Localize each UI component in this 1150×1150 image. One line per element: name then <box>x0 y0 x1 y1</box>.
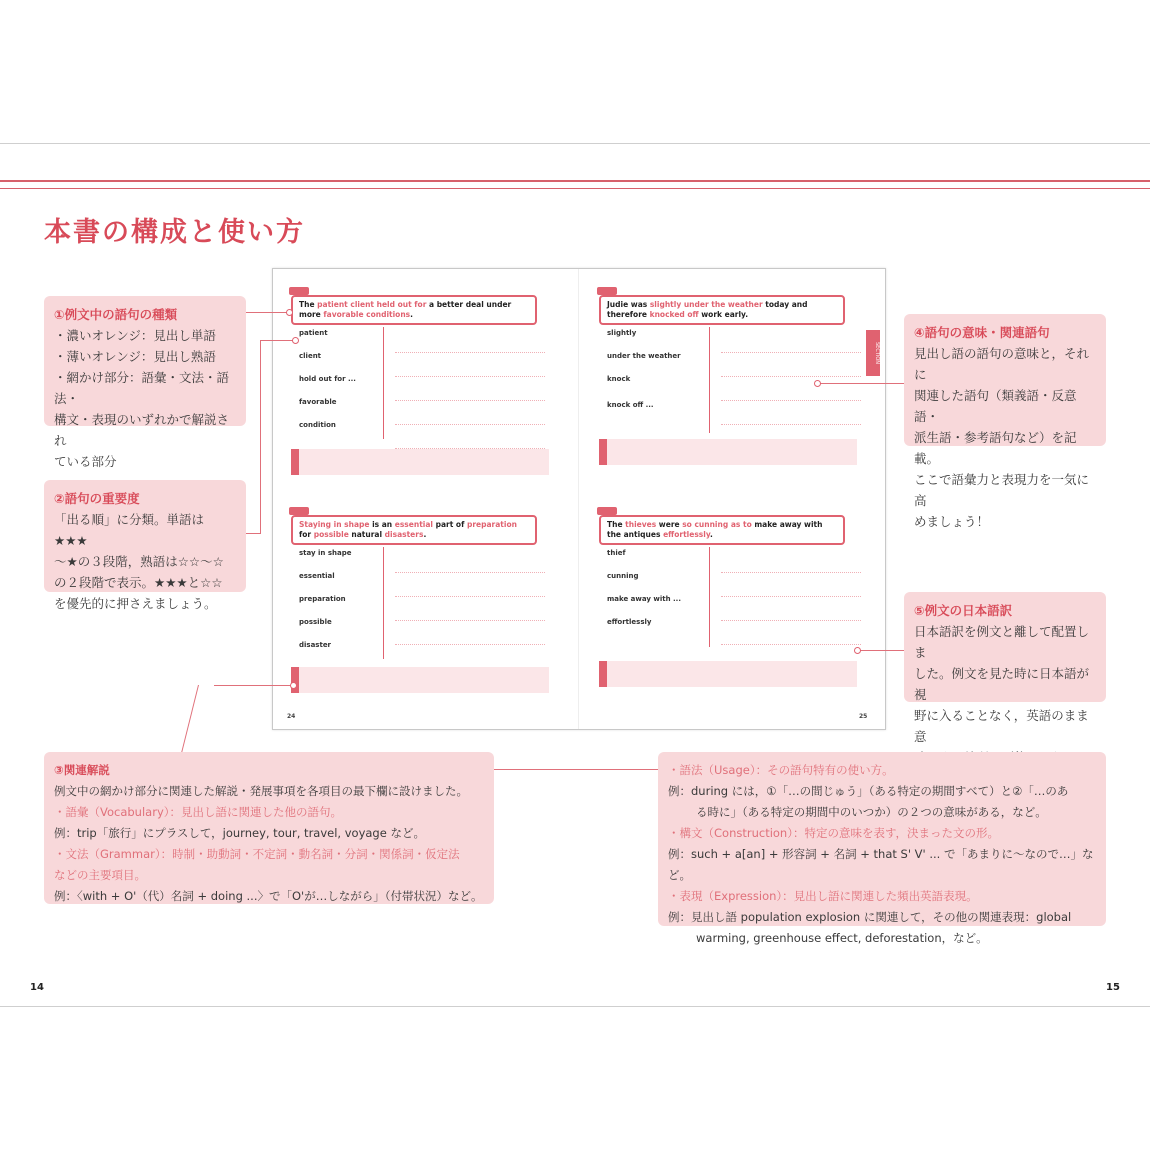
callout-related-notes <box>44 752 494 904</box>
callout-line: warming, greenhouse effect, deforestation，など。 <box>696 931 988 945</box>
leader-line-2v <box>260 340 261 534</box>
callout-phrase-types <box>44 296 246 469</box>
callout-line: ・語彙（Vocabulary）：見出し語に関連した他の語句。 <box>54 805 342 819</box>
callout-line: る時に」（ある特定の期間中のいつか）の２つの意味がある，など。 <box>696 805 1047 819</box>
leader-line-6 <box>494 769 658 770</box>
callout-line: ・語法（Usage）：その語句特有の使い方。 <box>668 763 894 777</box>
meaning-list-3 <box>395 549 545 669</box>
example-sentence-box-2: Judie was slightly under the weather today and therefore knocked off work early. <box>599 295 845 325</box>
section-side-tab: SECTION <box>866 330 880 376</box>
meaning-list-4 <box>721 549 861 645</box>
leader-dot-3 <box>290 682 297 689</box>
callout-line: ここで語彙力と表現力を一気に高 <box>914 472 1090 508</box>
meaning-list-1 <box>395 329 545 449</box>
callout-heading: ④語句の意味・関連語句 <box>914 325 1050 340</box>
meaning-list-2 <box>721 329 861 425</box>
right-page-number: 15 <box>1106 982 1120 993</box>
callout-line: 野に入ることなく，英語のまま意 <box>914 708 1089 744</box>
callout-line: ・網かけ部分：語彙・文法・語法・ <box>54 370 230 406</box>
column-divider <box>383 547 384 659</box>
callout-line: 例：such + a[an] + 形容詞 + 名詞 + that S' V' ... で「あまりに〜なので…」など。 <box>668 847 1094 882</box>
callout-line: ・文法（Grammar）：時制・助動詞・不定詞・動名詞・分詞・関係詞・仮定法 <box>54 847 460 861</box>
callout-heading: ①例文中の語句の種類 <box>54 307 178 322</box>
callout-line: 例：見出し語 population explosion に関連して，その他の関連表現：global <box>668 910 1072 924</box>
example-sentence-box-4: The thieves were so cunning as to make away with the antiques effortlessly. <box>599 515 845 545</box>
callout-line: ・濃いオレンジ：見出し単語 <box>54 328 216 343</box>
related-note-4 <box>599 661 857 687</box>
leader-line-3h <box>214 685 294 686</box>
callout-line: ・構文（Construction）：特定の意味を表す，決まった文の形。 <box>668 826 1000 840</box>
leader-dot-1 <box>286 309 293 316</box>
callout-usage-construction <box>658 752 1106 945</box>
sample-page-thumbnail <box>272 268 886 730</box>
entry-number-tab <box>289 287 309 295</box>
callout-line: 例文中の網かけ部分に関連した解説・発展事項を各項目の最下欄に設けました。 <box>54 784 468 798</box>
left-page-number: 14 <box>30 982 44 993</box>
thumbnail-right-page-number: 25 <box>859 713 868 720</box>
callout-line: ・薄いオレンジ：見出し熟語 <box>54 349 216 364</box>
callout-importance <box>44 480 246 611</box>
related-note-3 <box>291 667 549 693</box>
callout-line: 見出し語の語句の意味と，それに <box>914 346 1090 382</box>
callout-line: 例：〈with + O'（代）名詞 + doing ...〉で「O'が…しながら」（付帯状況）など。 <box>54 889 483 903</box>
leader-line-2h <box>260 340 296 341</box>
entry-number-tab <box>597 287 617 295</box>
example-sentence-box-3: Staying in shape is an essential part of preparation for possible natural disasters. <box>291 515 537 545</box>
column-divider <box>709 327 710 433</box>
example-sentence-box-1: The patient client held out for a better deal under more favorable conditions. <box>291 295 537 325</box>
callout-heading: ⑤例文の日本語訳 <box>914 603 1013 618</box>
headword-list-3: stay in shape essential preparation possible disaster <box>299 549 352 649</box>
headword-list-1: patient client hold out for ... favorable condition <box>299 329 356 429</box>
callout-line: 例：trip「旅行」にプラスして，journey, tour, travel, voyage など。 <box>54 826 425 840</box>
callout-line: などの主要項目。 <box>54 868 146 882</box>
header-rule-top <box>0 180 1150 182</box>
callout-line: ・表現（Expression）：見出し語に関連した頻出英語表現。 <box>668 889 978 903</box>
callout-line: 派生語・参考語句など）を記載。 <box>914 430 1077 466</box>
leader-dot-2 <box>292 337 299 344</box>
thumbnail-left-page-number: 24 <box>287 713 296 720</box>
callout-line: ている部分 <box>54 454 117 469</box>
callout-line: 関連した語句（類義語・反意語・ <box>914 388 1077 424</box>
header-rule-bottom <box>0 188 1150 189</box>
headword-list-2: slightly under the weather knock knock off ... <box>607 329 681 409</box>
leader-dot-5 <box>854 647 861 654</box>
leader-line-2 <box>246 533 260 534</box>
callout-line: めましょう！ <box>914 514 990 529</box>
headword-list-4: thief cunning make away with ... effortlessly <box>607 549 681 626</box>
callout-line: 日本語訳を例文と離して配置しま <box>914 624 1090 660</box>
thumbnail-gutter <box>578 269 579 729</box>
leader-line-5 <box>860 650 904 651</box>
leader-line-1 <box>246 312 290 313</box>
related-note-1 <box>291 449 549 475</box>
page-title: 本書の構成と使い方 <box>44 217 305 248</box>
callout-line: の２段階で表示。★★★と☆☆ <box>54 575 223 590</box>
callout-line: 例：during には，①「…の間じゅう」（ある特定の期間すべて）と②「…のあ <box>668 784 1069 798</box>
related-note-2 <box>599 439 857 465</box>
callout-line: 「出る順」に分類。単語は★★★ <box>54 512 205 548</box>
entry-number-tab <box>289 507 309 515</box>
callout-japanese-translation <box>904 592 1106 744</box>
callout-line: 構文・表現のいずれかで解説され <box>54 412 230 448</box>
entry-number-tab <box>597 507 617 515</box>
leader-line-4 <box>820 383 904 384</box>
callout-line: した。例文を見た時に日本語が視 <box>914 666 1090 702</box>
column-divider <box>383 327 384 439</box>
leader-dot-4 <box>814 380 821 387</box>
callout-line: を優先的に押さえましょう。 <box>54 596 217 611</box>
callout-meanings <box>904 314 1106 529</box>
callout-heading: ②語句の重要度 <box>54 491 140 506</box>
callout-heading: ③関連解説 <box>54 763 110 777</box>
callout-line: 〜★の３段階，熟語は☆☆〜☆ <box>54 554 224 569</box>
column-divider <box>709 547 710 647</box>
